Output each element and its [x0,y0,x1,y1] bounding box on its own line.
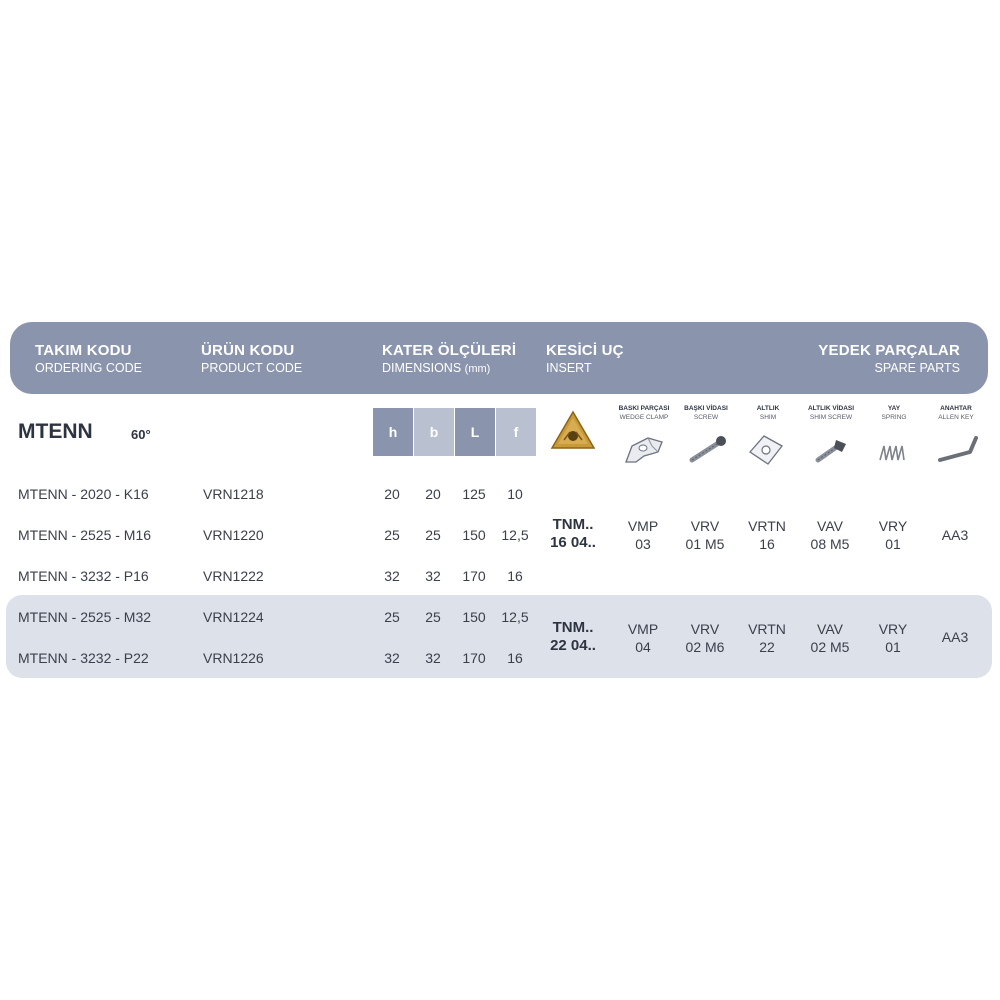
spare-line1: VAV [817,518,843,534]
row-dim-f: 16 [507,650,523,666]
spare-line1: VRTN [748,621,786,637]
spare-label-spring-en: SPRING [881,414,907,421]
row-dim-f: 12,5 [501,527,529,543]
spare-line2: 03 [635,536,651,552]
spare-label-shim-en: SHIM [759,414,777,421]
row-dim-L: 170 [462,650,486,666]
spare-line1: VRY [878,621,908,637]
spare-label-spring-tr: YAY [887,405,901,412]
spare-line1: VAV [817,621,843,637]
row-product-code: VRN1222 [203,568,264,584]
header-ordering-code [35,342,142,375]
header-dimensions-subtitle: DIMENSIONS [382,361,462,375]
row-product-code: VRN1220 [203,527,264,543]
spare-line2: 01 M5 [685,536,725,552]
spare-label-allen-key-en: ALLEN KEY [938,414,974,421]
dim-header-b: b [414,408,454,456]
shim-icon [746,432,786,468]
spring-icon [876,438,908,466]
row-dim-L: 150 [462,527,486,543]
spare-shim-screw [795,620,865,656]
tool-family-angle: 60° [131,427,151,442]
table-header-bar [10,322,988,394]
row-product-code: VRN1224 [203,609,264,625]
row-dim-h: 25 [384,527,400,543]
spare-line1: VRV [690,518,720,534]
spare-shim [732,517,802,553]
spare-line2: 04 [635,639,651,655]
row-dim-b: 25 [425,527,441,543]
row-dim-f: 16 [507,568,523,584]
spare-line2: 22 [759,639,775,655]
spare-shim-screw [795,517,865,553]
insert-code-line2: 22 04.. [550,637,596,654]
row-ordering-code: MTENN - 2020 - K16 [18,486,149,502]
row-dim-h: 25 [384,609,400,625]
spare-label-wedge-clamp-tr: BASKI PARÇASI [618,405,670,412]
spare-line1: VMP [627,621,659,637]
insert-code-line1: TNM.. [552,619,594,636]
header-ordering-subtitle: ORDERING CODE [35,361,142,375]
row-dim-b: 32 [425,568,441,584]
spare-screw [670,517,740,553]
spare-line1: VRV [690,621,720,637]
spare-line1: VRTN [748,518,786,534]
row-product-code: VRN1218 [203,486,264,502]
spare-wedge-clamp [608,620,678,656]
row-dim-h: 32 [384,568,400,584]
row-dim-h: 32 [384,650,400,666]
row-ordering-code: MTENN - 3232 - P16 [18,568,149,584]
header-insert [546,342,624,375]
spare-shim [732,620,802,656]
spare-allen-key: AA3 [941,527,969,543]
spare-screw [670,620,740,656]
row-dim-L: 125 [462,486,486,502]
dim-header-h: h [373,408,413,456]
row-dim-L: 150 [462,609,486,625]
spare-line2: 02 M6 [685,639,725,655]
shim-screw-icon [812,436,848,466]
spare-label-shim-screw-tr: ALTLIK VİDASI [807,405,855,412]
spare-label-screw-tr: BAŞKI VİDASI [684,405,728,412]
spare-spring [858,517,928,553]
insert-code-line2: 16 04.. [550,534,596,551]
dim-header-L: L [455,408,495,456]
spare-line2: 01 [885,536,901,552]
header-product-subtitle: PRODUCT CODE [201,361,303,375]
spare-label-shim-tr: ALTLIK [756,405,780,412]
row-dim-b: 20 [425,486,441,502]
wedge-clamp-icon [622,432,666,466]
header-insert-subtitle: INSERT [546,361,592,375]
header-ordering-title: TAKIM KODU [35,342,132,359]
spare-line2: 08 M5 [810,536,850,552]
spare-wedge-clamp [608,517,678,553]
row-ordering-code: MTENN - 3232 - P22 [18,650,149,666]
spare-line2: 02 M5 [810,639,850,655]
header-insert-title: KESİCİ UÇ [546,342,624,359]
spare-line2: 01 [885,639,901,655]
header-dimensions-title: KATER ÖLÇÜLERİ [382,342,517,359]
header-product-code [201,342,302,375]
header-dimensions-unit: (mm) [464,363,491,375]
spare-label-wedge-clamp-en: WEDGE CLAMP [619,414,669,421]
spare-label-shim-screw-en: SHIM SCREW [809,414,853,421]
group-insert-code [538,516,608,552]
row-dim-f: 12,5 [501,609,529,625]
header-product-title: ÜRÜN KODU [201,342,295,359]
header-spare-parts [818,342,960,375]
spare-line1: VRY [878,518,908,534]
row-dim-b: 25 [425,609,441,625]
insert-triangle-icon [550,410,596,450]
header-spare-title: YEDEK PARÇALAR [818,342,960,359]
row-ordering-code: MTENN - 2525 - M32 [18,609,152,625]
row-product-code: VRN1226 [203,650,264,666]
spare-allen-key: AA3 [941,629,969,645]
header-spare-subtitle: SPARE PARTS [874,361,960,375]
row-dim-L: 170 [462,568,486,584]
screw-icon [684,434,728,466]
row-dim-f: 10 [507,486,523,502]
allen-key-icon [936,432,980,468]
header-dimensions [382,342,516,375]
spare-spring [858,620,928,656]
spare-label-allen-key-tr: ANAHTAR [940,405,972,412]
group-insert-code [538,619,608,655]
row-ordering-code: MTENN - 2525 - M16 [18,527,152,543]
insert-code-line1: TNM.. [552,516,594,533]
spare-line2: 16 [759,536,775,552]
spare-label-screw-en: SCREW [693,414,719,421]
dim-header-f: f [496,408,536,456]
row-dim-h: 20 [384,486,400,502]
tool-family-name: MTENN [18,420,93,443]
spare-line1: VMP [627,518,659,534]
row-dim-b: 32 [425,650,441,666]
